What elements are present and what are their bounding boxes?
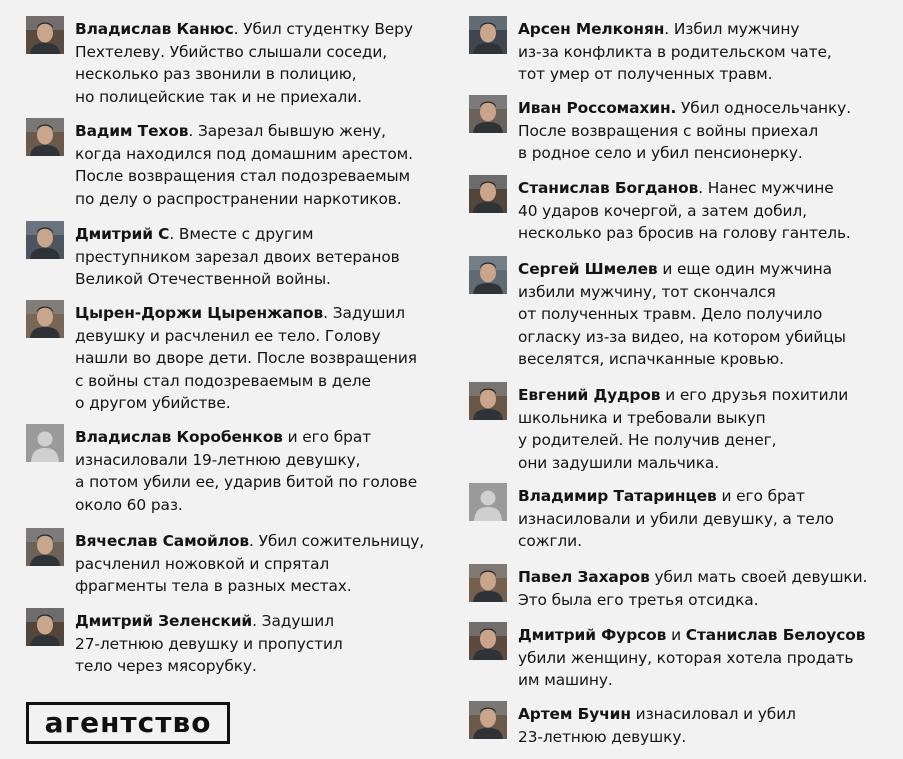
entry-right-4 — [469, 258, 889, 371]
person-photo-icon — [469, 16, 507, 54]
entry-left-6 — [26, 530, 446, 598]
text-line: веселятся, испачканные кровью. — [518, 350, 784, 368]
logo-text: агентство — [44, 706, 212, 739]
text-line: Дмитрий С. Вместе с другим — [75, 225, 314, 243]
entry-text — [518, 485, 834, 553]
entry-left-4 — [26, 302, 446, 415]
person-photo-icon — [26, 528, 64, 566]
person-name: Арсен Мелконян — [518, 20, 665, 38]
person-photo-icon — [469, 175, 507, 213]
person-name: Дмитрий С — [75, 225, 170, 243]
text-line: Владимир Татаринцев и его брат — [518, 487, 805, 505]
person-name: Цырен-Доржи Цыренжапов — [75, 304, 324, 322]
text-line: Евгений Дудров и его друзья похитили — [518, 386, 849, 404]
text-line: сожгли. — [518, 532, 582, 550]
text-line: от полученных травм. Дело получило — [518, 305, 823, 323]
entry-right-2 — [469, 97, 889, 165]
text-line: несколько раз звонили в полицию, — [75, 65, 357, 83]
text-line: Вадим Техов. Зарезал бывшую жену, — [75, 122, 386, 140]
entry-right-3 — [469, 177, 889, 245]
person-name: Владислав Коробенков — [75, 428, 283, 446]
person-name: Павел Захаров — [518, 568, 650, 586]
entry-text — [518, 258, 846, 371]
text-line: несколько раз бросив на голову гантель. — [518, 224, 851, 242]
text-line: но полицейские так и не приехали. — [75, 87, 362, 106]
person-photo-icon — [26, 221, 64, 259]
person-photo-icon — [26, 608, 64, 646]
text-line: 40 ударов кочергой, а затем добил, — [518, 201, 807, 220]
text-line: Цырен-Доржи Цыренжапов. Задушил — [75, 304, 406, 322]
entry-text — [518, 97, 851, 165]
person-name: Дмитрий Зеленский — [75, 612, 253, 630]
entry-left-5 — [26, 426, 446, 516]
text-line: а потом убили ее, ударив битой по голове — [75, 473, 418, 491]
entry-left-7 — [26, 610, 446, 678]
text-line: расчленил ножовкой и спрятал — [75, 554, 330, 573]
person-name: Владислав Канюс — [75, 20, 234, 38]
entry-right-8 — [469, 624, 889, 692]
agentstvo-logo — [26, 702, 230, 744]
person-name: Дмитрий Фурсов — [518, 626, 667, 644]
person-photo-icon — [469, 701, 507, 739]
text-line: преступником зарезал двоих ветеранов — [75, 247, 400, 266]
text-line: им машину. — [518, 671, 613, 689]
person-photo-icon — [469, 564, 507, 602]
text-line: тот умер от полученных травм. — [518, 65, 773, 83]
entry-left-3 — [26, 223, 446, 291]
text-line: школьника и требовали выкуп — [518, 408, 766, 427]
text-line: изнасиловали 19-летнюю девушку, — [75, 450, 361, 469]
text-line: Станислав Богданов. Нанес мужчине — [518, 179, 834, 197]
text-line: они задушили мальчика. — [518, 453, 720, 472]
entry-right-7 — [469, 566, 889, 611]
text-line: Павел Захаров убил мать своей девушки. — [518, 568, 868, 586]
entry-left-2 — [26, 120, 446, 210]
text-line: Вячеслав Самойлов. Убил сожительницу, — [75, 532, 425, 550]
person-name: Сергей Шмелев — [518, 260, 658, 278]
text-line: Дмитрий Фурсов и Станислав Белоусов — [518, 626, 866, 644]
entry-right-5 — [469, 384, 889, 474]
entry-text — [518, 177, 851, 245]
person-name: Владимир Татаринцев — [518, 487, 717, 505]
entry-text — [75, 610, 343, 678]
entry-text — [75, 223, 400, 291]
person-name: Евгений Дудров — [518, 386, 661, 404]
text-line: Это была его третья отсидка. — [518, 590, 759, 609]
text-line: Владислав Коробенков и его брат — [75, 428, 372, 446]
text-line: девушку и расчленил ее тело. Голову — [75, 326, 381, 345]
person-name: Вадим Техов — [75, 122, 189, 140]
text-line: огласку из-за видео, на котором убийцы — [518, 327, 846, 346]
placeholder-avatar-icon — [26, 424, 64, 462]
person-photo-icon — [469, 622, 507, 660]
person-name: Артем Бучин — [518, 705, 631, 723]
placeholder-avatar-icon — [469, 483, 507, 521]
entry-right-6 — [469, 485, 889, 553]
person-name: Иван Россомахин. — [518, 99, 677, 117]
text-line: убили женщину, которая хотела продать — [518, 648, 854, 667]
entry-text — [518, 703, 796, 748]
text-line: из-за конфликта в родительском чате, — [518, 42, 832, 61]
text-line: по делу о распространении наркотиков. — [75, 189, 402, 208]
text-line: у родителей. Не получив денег, — [518, 431, 777, 449]
person-name: Станислав Белоусов — [685, 626, 866, 644]
text-line: Дмитрий Зеленский. Задушил — [75, 612, 334, 630]
text-line: избили мужчину, тот скончался — [518, 282, 776, 301]
text-line: около 60 раз. — [75, 495, 183, 514]
entry-text — [518, 384, 848, 474]
text-line: о другом убийстве. — [75, 394, 231, 412]
person-name: Вячеслав Самойлов — [75, 532, 249, 550]
entry-text — [75, 120, 413, 210]
text-line: 27-летнюю девушку и пропустил — [75, 634, 343, 653]
entry-left-1 — [26, 18, 446, 108]
text-line: изнасиловали и убили девушку, а тело — [518, 509, 834, 528]
person-photo-icon — [469, 382, 507, 420]
text-line: тело через мясорубку. — [75, 657, 257, 675]
text-line: Иван Россомахин. Убил односельчанку. — [518, 99, 851, 117]
text-line: нашли во дворе дети. После возвращения — [75, 349, 417, 367]
text-line: Арсен Мелконян. Избил мужчину — [518, 20, 800, 38]
text-line: Пехтелеву. Убийство слышали соседи, — [75, 42, 388, 61]
person-photo-icon — [26, 118, 64, 156]
text-line: После возвращения стал подозреваемым — [75, 167, 411, 185]
text-line: 23-летнюю девушку. — [518, 727, 687, 746]
entry-text — [75, 530, 424, 598]
entry-text — [75, 426, 417, 516]
text-line: Великой Отечественной войны. — [75, 270, 331, 288]
text-line: когда находился под домашним арестом. — [75, 144, 413, 163]
text-line: фрагменты тела в разных местах. — [75, 577, 352, 595]
text-line: Артем Бучин изнасиловал и убил — [518, 705, 796, 723]
entry-right-1 — [469, 18, 889, 86]
person-photo-icon — [469, 95, 507, 133]
entry-text — [75, 302, 417, 415]
person-photo-icon — [469, 256, 507, 294]
person-photo-icon — [26, 300, 64, 338]
person-photo-icon — [26, 16, 64, 54]
entry-text — [518, 566, 867, 611]
person-name: Станислав Богданов — [518, 179, 699, 197]
entry-text — [75, 18, 413, 108]
text-line: Сергей Шмелев и еще один мужчина — [518, 260, 832, 278]
entry-text — [518, 18, 832, 86]
text-line: Владислав Канюс. Убил студентку Веру — [75, 20, 413, 38]
entry-right-9 — [469, 703, 889, 748]
text-line: После возвращения с войны приехал — [518, 121, 819, 140]
text-line: с войны стал подозреваемым в деле — [75, 371, 371, 390]
text-line: в родное село и убил пенсионерку. — [518, 144, 803, 162]
entry-text — [518, 624, 865, 692]
